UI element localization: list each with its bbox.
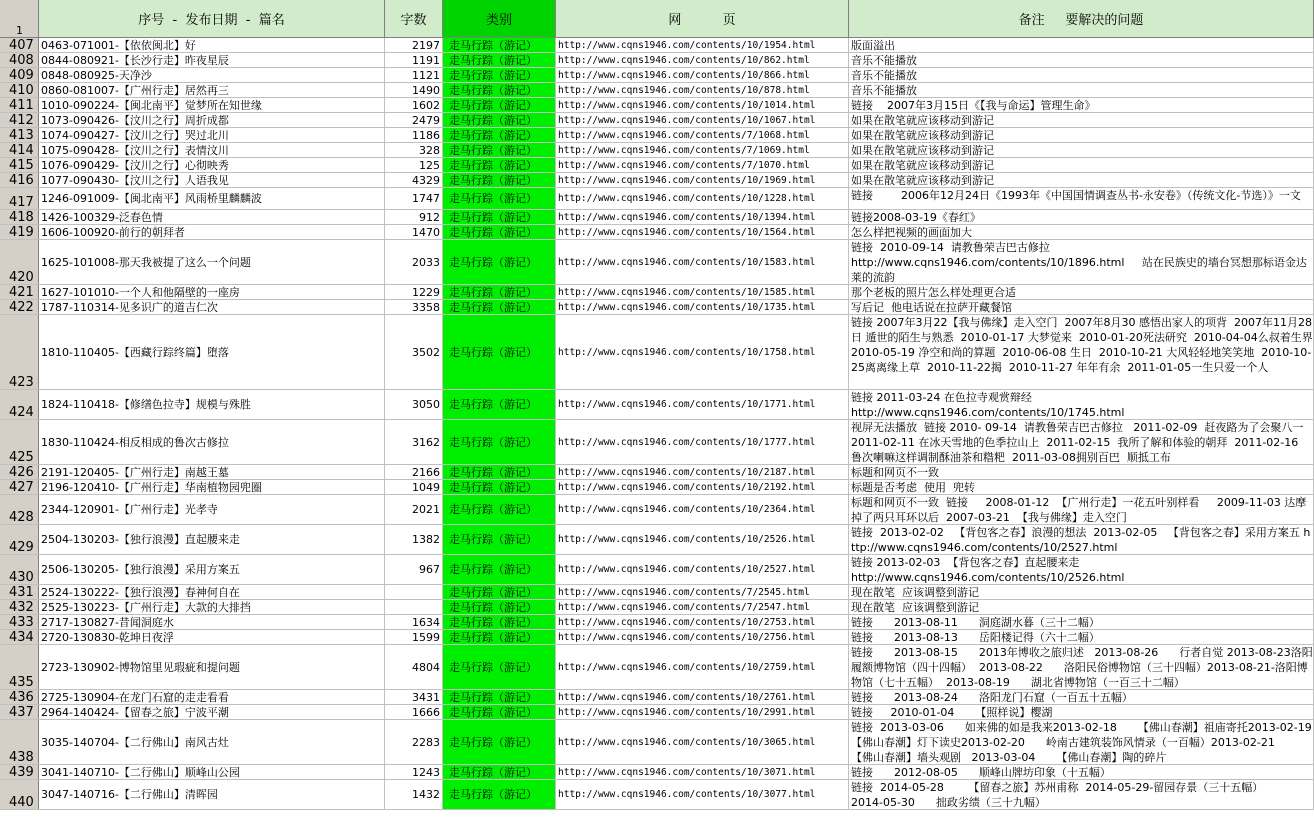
cell-url[interactable]: http://www.cqns1946.com/contents/10/3077.html: [556, 780, 849, 809]
cell-note[interactable]: 现在散笔 应该调整到游记: [849, 585, 1314, 599]
cell-url[interactable]: http://www.cqns1946.com/contents/10/1735.html: [556, 300, 849, 314]
cell-title[interactable]: 1824-110418-【修缮色拉寺】规模与殊胜: [39, 390, 385, 419]
cell-note[interactable]: 链接 2013-08-11 洞庭湖水暮（三十二幅）: [849, 615, 1314, 629]
cell-category[interactable]: 走马行踪（游记）: [443, 615, 556, 629]
cell-category[interactable]: 走马行踪（游记）: [443, 600, 556, 614]
cell-words[interactable]: 1229: [385, 285, 443, 299]
cell-note[interactable]: 链接 2013-08-15 2013年博收之旅归述 2013-08-26 行者自觉 2013-08-23洛阳履额博物馆（四十四幅） 2013-08-22 洛阳民俗博物馆（三十四幅）2013-08-21-洛阳博物馆（七十五幅） 2013-08-19 湖北省博物馆（一百三十二幅）: [851, 646, 1313, 689]
cell-note[interactable]: 链接 2007年3月15日《【我与命运】管理生命》: [849, 98, 1314, 112]
cell-title[interactable]: 2725-130904-在龙门石窟的走走看看: [39, 690, 385, 704]
cell-category[interactable]: 走马行踪（游记）: [443, 210, 556, 224]
cell-category[interactable]: 走马行踪（游记）: [443, 285, 556, 299]
cell-category[interactable]: 走马行踪（游记）: [443, 68, 556, 82]
row-number[interactable]: 411: [0, 98, 39, 112]
cell-title[interactable]: 2717-130827-昔闻洞庭水: [39, 615, 385, 629]
cell-words[interactable]: 1121: [385, 68, 443, 82]
cell-category[interactable]: 走马行踪（游记）: [443, 173, 556, 187]
table-row: [0, 585, 1314, 600]
cell-category[interactable]: 走马行踪（游记）: [443, 83, 556, 97]
cell-title[interactable]: 3035-140704-【二行佛山】南风古灶: [39, 720, 385, 764]
cell-note[interactable]: 链接 2007年3月22【我与佛缘】走入空门 2007年8月30 感悟出家人的项背 2007年11月28日 遁世的陌生与熟悉 2010-01-17 大梦觉来 2010-01-20死法研究 2010-04-04么叔着生界 2010-05-19 净空和尚的算题 2010-06-08 生日 2010-10-21 大风轻轻地笑笑地 2010-10-25离离缘上草 2010-11-22揭 2010-11-27 年年有余 2011-01-05一生只爱一个人: [849, 315, 1314, 389]
row-number[interactable]: 424: [0, 390, 39, 419]
cell-url[interactable]: http://www.cqns1946.com/contents/10/1969.html: [556, 173, 849, 187]
cell-note[interactable]: 怎么样把视频的画面加大: [849, 225, 1314, 239]
table-row: [0, 600, 1314, 615]
cell-url[interactable]: http://www.cqns1946.com/contents/7/1068.html: [556, 128, 849, 142]
cell-words[interactable]: 125: [385, 158, 443, 172]
table-row: [0, 113, 1314, 128]
cell-words[interactable]: 3502: [385, 315, 443, 389]
cell-note[interactable]: 如果在散笔就应该移动到游记: [849, 113, 1314, 127]
cell-title[interactable]: 1246-091009-【闽北南平】风雨桥里麟麟波: [39, 188, 385, 209]
cell-category[interactable]: 走马行踪（游记）: [443, 705, 556, 719]
cell-category[interactable]: 走马行踪（游记）: [443, 143, 556, 157]
row-number[interactable]: 437: [0, 705, 39, 719]
cell-title[interactable]: 1787-110314-见多识广的道吉仁次: [39, 300, 385, 314]
cell-note[interactable]: 如果在散笔就应该移动到游记: [849, 143, 1314, 157]
cell-url[interactable]: http://www.cqns1946.com/contents/7/1070.html: [556, 158, 849, 172]
column-header-notes[interactable]: 备注 要解决的问题: [849, 0, 1314, 38]
cell-category[interactable]: 走马行踪（游记）: [443, 555, 556, 584]
cell-url[interactable]: http://www.cqns1946.com/contents/10/2187.html: [556, 465, 849, 479]
cell-note[interactable]: 那个老板的照片怎么样处理更合适: [849, 285, 1314, 299]
row-number[interactable]: 427: [0, 480, 39, 494]
table-row: [0, 630, 1314, 645]
cell-category[interactable]: 走马行踪（游记）: [443, 225, 556, 239]
cell-category[interactable]: 走马行踪（游记）: [443, 390, 556, 419]
cell-url[interactable]: http://www.cqns1946.com/contents/10/2761.html: [556, 690, 849, 704]
cell-words[interactable]: 1602: [385, 98, 443, 112]
cell-words[interactable]: 1599: [385, 630, 443, 644]
cell-url[interactable]: http://www.cqns1946.com/contents/10/2526.html: [556, 525, 849, 554]
row-number[interactable]: 440: [0, 780, 39, 809]
cell-category[interactable]: 走马行踪（游记）: [443, 128, 556, 142]
cell-category[interactable]: 走马行踪（游记）: [443, 420, 556, 464]
cell-words[interactable]: 912: [385, 210, 443, 224]
row-number[interactable]: 435: [0, 645, 39, 689]
cell-title[interactable]: 0463-071001-【依依闽北】好: [39, 38, 385, 52]
table-row: [0, 83, 1314, 98]
cell-title[interactable]: 3047-140716-【二行佛山】清晖园: [39, 780, 385, 809]
cell-title[interactable]: 2525-130223-【广州行走】大款的大排挡: [39, 600, 385, 614]
row-number[interactable]: 415: [0, 158, 39, 172]
column-header-category[interactable]: 类别: [443, 0, 556, 38]
cell-url[interactable]: http://www.cqns1946.com/contents/10/1777.html: [556, 420, 849, 464]
cell-note[interactable]: 链接 2013-03-06 如来佛的如是我来2013-02-18 【佛山春潮】祖庙寄托2013-02-19 【佛山春潮】灯下读史2013-02-20 岭南古建筑装饰风情录（一百幅）2013-02-21 【佛山春潮】墙头观剧 2013-03-04 【佛山春潮】陶的碎片: [849, 720, 1314, 764]
cell-words[interactable]: 4804: [385, 645, 443, 689]
table-row: [0, 128, 1314, 143]
cell-note[interactable]: 版面溢出: [849, 38, 1314, 52]
cell-title[interactable]: 0844-080921-【长沙行走】昨夜星辰: [39, 53, 385, 67]
table-row: [0, 98, 1314, 113]
cell-url[interactable]: http://www.cqns1946.com/contents/10/1067.html: [556, 113, 849, 127]
cell-words[interactable]: 1243: [385, 765, 443, 779]
cell-url[interactable]: http://www.cqns1946.com/contents/10/1585.html: [556, 285, 849, 299]
table-row: [0, 705, 1314, 720]
row-number[interactable]: 439: [0, 765, 39, 779]
cell-note[interactable]: 链接 2006年12月24日《1993年《中国国情调查丛书-永安卷》（传统文化-节选）》一文: [849, 188, 1314, 209]
row-number[interactable]: 434: [0, 630, 39, 644]
row-number[interactable]: 412: [0, 113, 39, 127]
cell-url[interactable]: http://www.cqns1946.com/contents/10/1228.html: [556, 188, 849, 209]
cell-words[interactable]: 2479: [385, 113, 443, 127]
cell-url[interactable]: http://www.cqns1946.com/contents/10/2759.html: [556, 645, 849, 689]
row-number[interactable]: 407: [0, 38, 39, 52]
table-row: [0, 188, 1314, 210]
table-row: [0, 210, 1314, 225]
cell-words[interactable]: 1382: [385, 525, 443, 554]
cell-title[interactable]: 2196-120410-【广州行走】华南植物园兜圈: [39, 480, 385, 494]
cell-words[interactable]: 1666: [385, 705, 443, 719]
cell-title[interactable]: 2964-140424-【留春之旅】宁波平潮: [39, 705, 385, 719]
row-number[interactable]: 432: [0, 600, 39, 614]
cell-note[interactable]: 音乐不能播放: [849, 83, 1314, 97]
cell-url[interactable]: http://www.cqns1946.com/contents/10/1394.html: [556, 210, 849, 224]
row-number[interactable]: 436: [0, 690, 39, 704]
cell-url[interactable]: http://www.cqns1946.com/contents/10/2756.html: [556, 630, 849, 644]
row-number[interactable]: 433: [0, 615, 39, 629]
cell-note[interactable]: 链接 2013-08-24 洛阳龙门石窟（一百五十五幅）: [849, 690, 1314, 704]
cell-note[interactable]: 如果在散笔就应该移动到游记: [849, 158, 1314, 172]
cell-category[interactable]: 走马行踪（游记）: [443, 720, 556, 764]
cell-words[interactable]: 1049: [385, 480, 443, 494]
cell-category[interactable]: 走马行踪（游记）: [443, 98, 556, 112]
cell-title[interactable]: 1010-090224-【闽北南平】觉梦所在知世缘: [39, 98, 385, 112]
table-row: [0, 720, 1314, 765]
cell-note[interactable]: 链接 2014-05-28 【留春之旅】苏州甫称 2014-05-29-留园存景（三十五幅） 2014-05-30 拙政劣绩（三十九幅）: [849, 780, 1314, 809]
table-row: [0, 173, 1314, 188]
table-row: [0, 158, 1314, 173]
header-row: [0, 0, 1314, 38]
row-number[interactable]: 419: [0, 225, 39, 239]
cell-url[interactable]: http://www.cqns1946.com/contents/10/3065.html: [556, 720, 849, 764]
cell-url[interactable]: http://www.cqns1946.com/contents/10/2364.html: [556, 495, 849, 524]
table-row: [0, 645, 1314, 690]
cell-url[interactable]: http://www.cqns1946.com/contents/10/2192.html: [556, 480, 849, 494]
table-row: [0, 495, 1314, 525]
cell-url[interactable]: http://www.cqns1946.com/contents/10/862.html: [556, 53, 849, 67]
cell-words[interactable]: 1432: [385, 780, 443, 809]
table-row: [0, 555, 1314, 585]
row-number[interactable]: 420: [0, 240, 39, 284]
cell-note[interactable]: 现在散笔 应该调整到游记: [849, 600, 1314, 614]
cell-category[interactable]: 走马行踪（游记）: [443, 300, 556, 314]
row-number[interactable]: 410: [0, 83, 39, 97]
cell-note[interactable]: 链接 2013-02-03 【背包客之春】直起腰来走 http://www.cqns1946.com/contents/10/2526.html: [849, 555, 1314, 584]
cell-title[interactable]: 2720-130830-乾坤日夜浮: [39, 630, 385, 644]
row-number[interactable]: 438: [0, 720, 39, 764]
cell-title[interactable]: 0860-081007-【广州行走】居然再三: [39, 83, 385, 97]
cell-url[interactable]: http://www.cqns1946.com/contents/7/1069.html: [556, 143, 849, 157]
table-row: [0, 225, 1314, 240]
cell-words[interactable]: 1490: [385, 83, 443, 97]
cell-category[interactable]: 走马行踪（游记）: [443, 240, 556, 284]
cell-category[interactable]: 走马行踪（游记）: [443, 585, 556, 599]
cell-note[interactable]: 链接 2013-08-13 岳阳楼记得（六十二幅）: [849, 630, 1314, 644]
table-row: [0, 690, 1314, 705]
row-number[interactable]: 431: [0, 585, 39, 599]
cell-note[interactable]: 标题和网页不一致 链接 2008-01-12 【广州行走】一花五叶别样看 2009-11-03 达摩掉了两只耳环以后 2007-03-21 【我与佛缘】走入空门: [849, 495, 1314, 524]
row-number[interactable]: 414: [0, 143, 39, 157]
cell-note[interactable]: 链接 2012-08-05 顺峰山牌坊印象（十五幅）: [849, 765, 1314, 779]
cell-note[interactable]: 链接2008-03-19《春红》: [849, 210, 1314, 224]
cell-category[interactable]: 走马行踪（游记）: [443, 465, 556, 479]
cell-words[interactable]: 328: [385, 143, 443, 157]
row-number[interactable]: 418: [0, 210, 39, 224]
cell-category[interactable]: 走马行踪（游记）: [443, 315, 556, 389]
cell-title[interactable]: 1606-100920-前行的朝拜者: [39, 225, 385, 239]
cell-title[interactable]: 1076-090429-【汶川之行】心彻映秀: [39, 158, 385, 172]
table-row: [0, 68, 1314, 83]
cell-category[interactable]: 走马行踪（游记）: [443, 53, 556, 67]
cell-category[interactable]: 走马行踪（游记）: [443, 765, 556, 779]
cell-note[interactable]: 如果在散笔就应该移动到游记: [849, 128, 1314, 142]
cell-title[interactable]: 1077-090430-【汶川之行】人语我见: [39, 173, 385, 187]
cell-url[interactable]: http://www.cqns1946.com/contents/10/866.html: [556, 68, 849, 82]
row-number[interactable]: 408: [0, 53, 39, 67]
table-row: [0, 390, 1314, 420]
cell-title[interactable]: 1810-110405-【西藏行踪终篇】堕落: [39, 315, 385, 389]
cell-words[interactable]: 4329: [385, 173, 443, 187]
row-number-1[interactable]: 1: [16, 24, 23, 37]
row-number[interactable]: 423: [0, 315, 39, 389]
row-number[interactable]: 413: [0, 128, 39, 142]
cell-url[interactable]: http://www.cqns1946.com/contents/7/2545.html: [556, 585, 849, 599]
cell-url[interactable]: http://www.cqns1946.com/contents/10/1954.html: [556, 38, 849, 52]
cell-title[interactable]: 2344-120901-【广州行走】光孝寺: [39, 495, 385, 524]
cell-url[interactable]: http://www.cqns1946.com/contents/10/1014.html: [556, 98, 849, 112]
table-row: [0, 300, 1314, 315]
cell-note[interactable]: 链接 2011-03-24 在色拉寺观赏辩经 http://www.cqns1946.com/contents/10/1745.html: [849, 390, 1314, 419]
cell-words[interactable]: 967: [385, 555, 443, 584]
cell-category[interactable]: 走马行踪（游记）: [443, 690, 556, 704]
cell-title[interactable]: 1426-100329-泛春色情: [39, 210, 385, 224]
column-header-title[interactable]: 序号 - 发布日期 - 篇名: [39, 0, 385, 38]
cell-title[interactable]: 1075-090428-【汶川之行】表情汶川: [39, 143, 385, 157]
cell-note[interactable]: 链接 2013-02-02 【背包客之春】浪漫的想法 2013-02-05 【背包客之春】采用方案五 http://www.cqns1946.com/contents/10/2527.html: [849, 525, 1314, 554]
cell-words[interactable]: 3431: [385, 690, 443, 704]
cell-title[interactable]: 2723-130902-博物馆里见瑕疵和提问题: [39, 645, 385, 689]
cell-words[interactable]: 2283: [385, 720, 443, 764]
cell-url[interactable]: http://www.cqns1946.com/contents/7/2547.html: [556, 600, 849, 614]
cell-words[interactable]: 1470: [385, 225, 443, 239]
row-number[interactable]: 425: [0, 420, 39, 464]
table-row: [0, 465, 1314, 480]
cell-category[interactable]: 走马行踪（游记）: [443, 495, 556, 524]
cell-title[interactable]: 1627-101010-一个人和他隔壁的一座房: [39, 285, 385, 299]
cell-url[interactable]: http://www.cqns1946.com/contents/10/1771.html: [556, 390, 849, 419]
cell-title[interactable]: 2504-130203-【独行浪漫】直起腰来走: [39, 525, 385, 554]
cell-category[interactable]: 走马行踪（游记）: [443, 38, 556, 52]
cell-category[interactable]: 走马行踪（游记）: [443, 480, 556, 494]
table-row: [0, 315, 1314, 390]
cell-url[interactable]: http://www.cqns1946.com/contents/10/1583.html: [556, 240, 849, 284]
cell-title[interactable]: 1830-110424-相反相成的鲁次古修拉: [39, 420, 385, 464]
row-number[interactable]: 416: [0, 173, 39, 187]
cell-note[interactable]: 链接 2010-09-14 请教鲁荣吉巴古修拉 http://www.cqns1946.com/contents/10/1896.html 站在民族史的墙台冥想那标语金达莱的流韵: [849, 240, 1314, 284]
table-row: [0, 615, 1314, 630]
table-row: [0, 525, 1314, 555]
cell-words[interactable]: [385, 585, 443, 599]
cell-category[interactable]: 走马行踪（游记）: [443, 630, 556, 644]
cell-title[interactable]: 2506-130205-【独行浪漫】采用方案五: [39, 555, 385, 584]
cell-title[interactable]: 1625-101008-那天我被提了这么一个问题: [39, 240, 385, 284]
table-row: [0, 143, 1314, 158]
row-number[interactable]: 426: [0, 465, 39, 479]
cell-words[interactable]: [385, 600, 443, 614]
cell-words[interactable]: 3050: [385, 390, 443, 419]
cell-note[interactable]: 音乐不能播放: [849, 53, 1314, 67]
row-number[interactable]: 429: [0, 525, 39, 554]
cell-title[interactable]: 0848-080925-天净沙: [39, 68, 385, 82]
cell-title[interactable]: 2524-130222-【独行浪漫】春神何自在: [39, 585, 385, 599]
row-number[interactable]: 428: [0, 495, 39, 524]
cell-title[interactable]: 1073-090426-【汶川之行】周折成都: [39, 113, 385, 127]
cell-words[interactable]: 2033: [385, 240, 443, 284]
cell-note[interactable]: 写后记 他电话说在拉萨开藏餐馆: [849, 300, 1314, 314]
cell-note[interactable]: 音乐不能播放: [849, 68, 1314, 82]
cell-note[interactable]: 如果在散笔就应该移动到游记: [849, 173, 1314, 187]
cell-words[interactable]: 2021: [385, 495, 443, 524]
row-number[interactable]: 417: [0, 188, 39, 209]
table-row: [0, 780, 1314, 810]
table-row: [0, 53, 1314, 68]
cell-title[interactable]: 3041-140710-【二行佛山】顺峰山公园: [39, 765, 385, 779]
row-number[interactable]: 421: [0, 285, 39, 299]
column-header-words[interactable]: 字数: [385, 0, 443, 38]
cell-note[interactable]: 标题是否考虑 使用 兜转: [849, 480, 1314, 494]
table-row: [0, 420, 1314, 465]
cell-url[interactable]: http://www.cqns1946.com/contents/10/2527.html: [556, 555, 849, 584]
cell-note[interactable]: 标题和网页不一致: [849, 465, 1314, 479]
cell-category[interactable]: 走马行踪（游记）: [443, 525, 556, 554]
row-number[interactable]: 422: [0, 300, 39, 314]
cell-category[interactable]: 走马行踪（游记）: [443, 188, 556, 209]
table-row: [0, 480, 1314, 495]
cell-url[interactable]: http://www.cqns1946.com/contents/10/1564.html: [556, 225, 849, 239]
cell-words[interactable]: 1191: [385, 53, 443, 67]
cell-category[interactable]: 走马行踪（游记）: [443, 645, 556, 689]
cell-category[interactable]: 走马行踪（游记）: [443, 780, 556, 809]
cell-words[interactable]: 2197: [385, 38, 443, 52]
cell-category[interactable]: 走马行踪（游记）: [443, 113, 556, 127]
cell-note[interactable]: 链接 2010-01-04 【照样说】樱湖: [849, 705, 1314, 719]
select-all-corner[interactable]: [0, 0, 39, 38]
cell-words[interactable]: 1634: [385, 615, 443, 629]
cell-url[interactable]: http://www.cqns1946.com/contents/10/3071.html: [556, 765, 849, 779]
cell-url[interactable]: http://www.cqns1946.com/contents/10/2753.html: [556, 615, 849, 629]
cell-words[interactable]: 1747: [385, 188, 443, 209]
cell-url[interactable]: http://www.cqns1946.com/contents/10/878.html: [556, 83, 849, 97]
cell-url[interactable]: http://www.cqns1946.com/contents/10/1758.html: [556, 315, 849, 389]
table-row: [0, 285, 1314, 300]
column-header-url[interactable]: 网 页: [556, 0, 849, 38]
cell-words[interactable]: 1186: [385, 128, 443, 142]
table-row: [0, 765, 1314, 780]
table-row: [0, 240, 1314, 285]
cell-url[interactable]: http://www.cqns1946.com/contents/10/2991.html: [556, 705, 849, 719]
cell-words[interactable]: 3358: [385, 300, 443, 314]
cell-title[interactable]: 2191-120405-【广州行走】南越王墓: [39, 465, 385, 479]
table-row: [0, 38, 1314, 53]
sheet-body: [0, 38, 1314, 810]
cell-title[interactable]: 1074-090427-【汶川之行】哭过北川: [39, 128, 385, 142]
row-number[interactable]: 430: [0, 555, 39, 584]
cell-category[interactable]: 走马行踪（游记）: [443, 158, 556, 172]
row-number[interactable]: 409: [0, 68, 39, 82]
cell-words[interactable]: 3162: [385, 420, 443, 464]
cell-note[interactable]: 视屏无法播放 链接 2010- 09-14 请教鲁荣吉巴古修拉 2011-02-09 赶夜路为了会聚八一 2011-02-11 在冰天雪地的色季拉山上 2011-02-15 我所了解和体验的朝拜 2011-02-16 鲁次喇嘛这样调制酥油茶和糌粑 2011-03-08拥别百巴 顺抵工布: [849, 420, 1314, 464]
cell-words[interactable]: 2166: [385, 465, 443, 479]
